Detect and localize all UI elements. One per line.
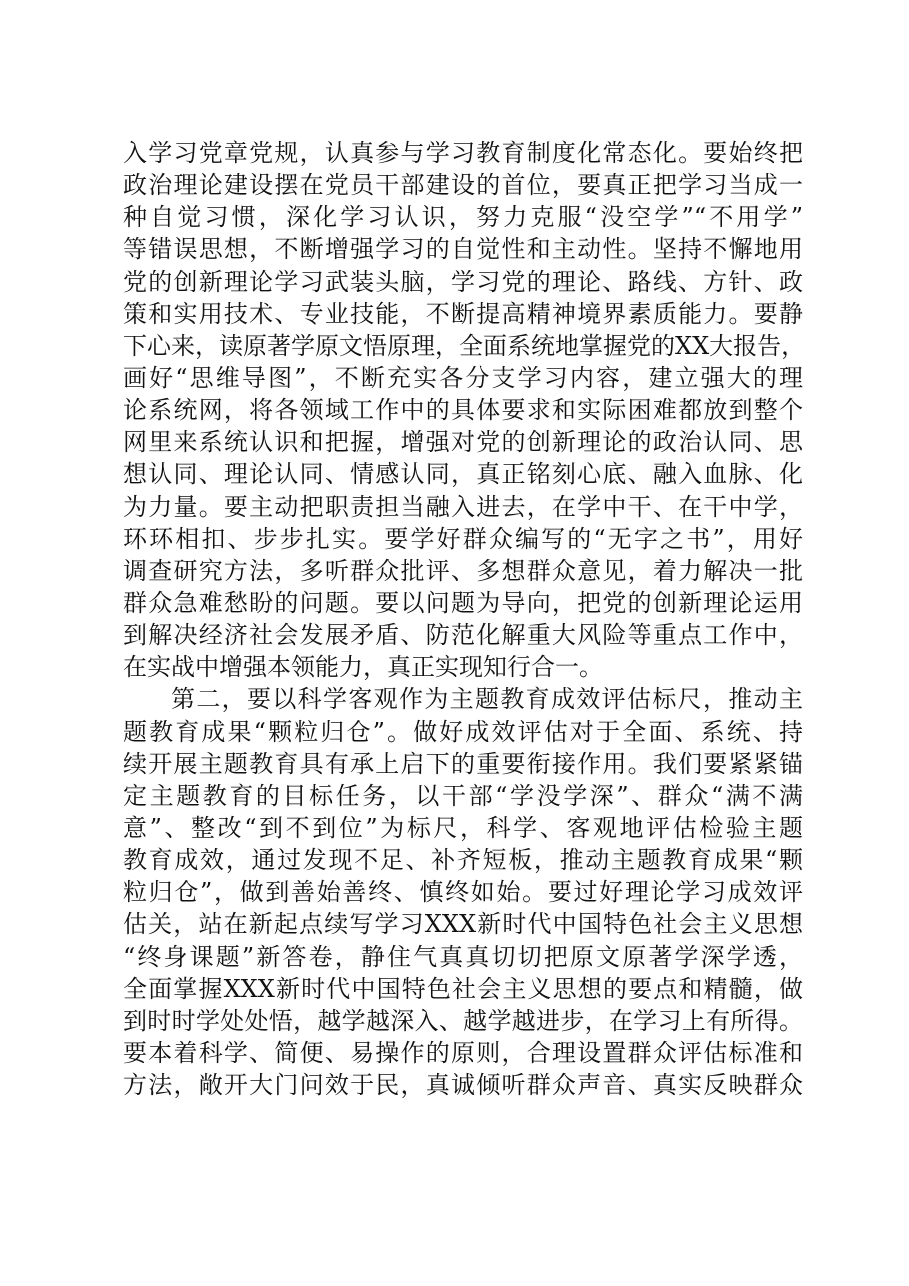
text-line: 意”、整改“到不到位”为标尺，科学、客观地评估检验主题 [123,813,803,842]
text-line: “终身课题”新答卷，静住气真真切切把原文原著学深学透， [123,942,803,971]
text-line: 为力量。要主动把职责担当融入进去，在学中干、在干中学， [123,492,803,521]
body-text [123,137,806,1101]
text-line: 要本着科学、简便、易操作的原则，合理设置群众评估标准和 [123,1038,803,1067]
paragraph-first-line: 第二，要以科学客观作为主题教育成效评估标尺，推动主 [171,685,803,714]
paragraph-end-line: 在实战中增强本领能力，真正实现知行合一。 [123,653,603,682]
text-line: 题教育成果“颗粒归仓”。做好成效评估对于全面、系统、持 [123,717,803,746]
text-line: 策和实用技术、专业技能，不断提高精神境界素质能力。要静 [123,299,803,328]
text-line: 等错误思想，不断增强学习的自觉性和主动性。坚持不懈地用 [123,235,803,264]
text-line: 续开展主题教育具有承上启下的重要衔接作用。我们要紧紧锚 [123,749,803,778]
text-line: 调查研究方法，多听群众批评、多想群众意见，着力解决一批 [123,556,803,585]
text-line: 下心来，读原著学原文悟原理，全面系统地掌握党的XX大报告， [123,331,806,360]
text-line: 教育成效，通过发现不足、补齐短板，推动主题教育成果“颗 [123,846,803,875]
text-line: 论系统网，将各领域工作中的具体要求和实际困难都放到整个 [123,396,803,425]
text-line: 到时时学处处悟，越学越深入、越学越进步，在学习上有所得。 [123,1006,803,1035]
text-line: 定主题教育的目标任务，以干部“学没学深”、群众“满不满 [123,781,803,810]
text-line: 种自觉习惯，深化学习认识，努力克服“没空学”“不用学” [123,203,803,232]
text-line: 估关，站在新起点续写学习XXX新时代中国特色社会主义思想 [123,910,803,939]
text-line: 入学习党章党规，认真参与学习教育制度化常态化。要始终把 [123,139,803,167]
text-line: 想认同、理论认同、情感认同，真正铭刻心底、融入血脉、化 [123,460,803,489]
text-line: 政治理论建设摆在党员干部建设的首位，要真正把学习当成一 [123,171,803,200]
text-line: 环环相扣、步步扎实。要学好群众编写的“无字之书”，用好 [123,524,803,553]
text-line: 党的创新理论学习武装头脑，学习党的理论、路线、方针、政 [123,267,803,296]
text-line: 粒归仓”，做到善始善终、慎终如始。要过好理论学习成效评 [123,878,803,907]
text-line: 方法，敞开大门问效于民，真诚倾听群众声音、真实反映群众 [123,1071,803,1100]
text-line: 画好“思维导图”，不断充实各分支学习内容，建立强大的理 [123,363,803,392]
text-line: 群众急难愁盼的问题。要以问题为导向，把党的创新理论运用 [123,588,803,617]
text-line: 网里来系统认识和把握，增强对党的创新理论的政治认同、思 [123,428,803,457]
text-line: 全面掌握XXX新时代中国特色社会主义思想的要点和精髓，做 [123,974,803,1003]
text-line: 到解决经济社会发展矛盾、防范化解重大风险等重点工作中， [123,621,803,650]
